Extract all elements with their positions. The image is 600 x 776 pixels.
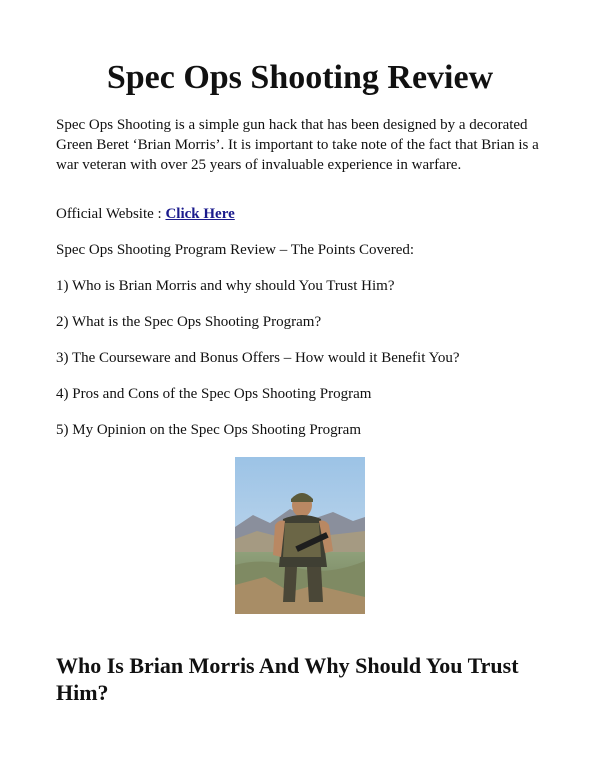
official-website-line: [56, 204, 235, 224]
point-item: 2) What is the Spec Ops Shooting Program?: [56, 314, 322, 330]
points-heading: Spec Ops Shooting Program Review – The Points Covered:: [56, 242, 415, 258]
point-item: 4) Pros and Cons of the Spec Ops Shooting Program: [56, 386, 372, 402]
point-item: 3) The Courseware and Bonus Offers – How would it Benefit You?: [56, 350, 460, 366]
point-item: 5) My Opinion on the Spec Ops Shooting Program: [56, 422, 361, 438]
intro-paragraph: Spec Ops Shooting is a simple gun hack that has been designed by a decorated Green Beret ‘Brian Morris’. It is important to take note of the fact that Brian is a war veteran with over 25 years of invaluable experience in warfare.: [56, 117, 539, 173]
click-here-link[interactable]: Click Here: [165, 206, 235, 222]
point-item: 1) Who is Brian Morris and why should You Trust Him?: [56, 278, 395, 294]
page-title: Spec Ops Shooting Review: [106, 59, 494, 96]
official-website-label: Official Website :: [56, 206, 166, 222]
section-heading: Who Is Brian Morris And Why Should You Trust Him?: [56, 653, 519, 705]
person-photo: [235, 457, 365, 614]
